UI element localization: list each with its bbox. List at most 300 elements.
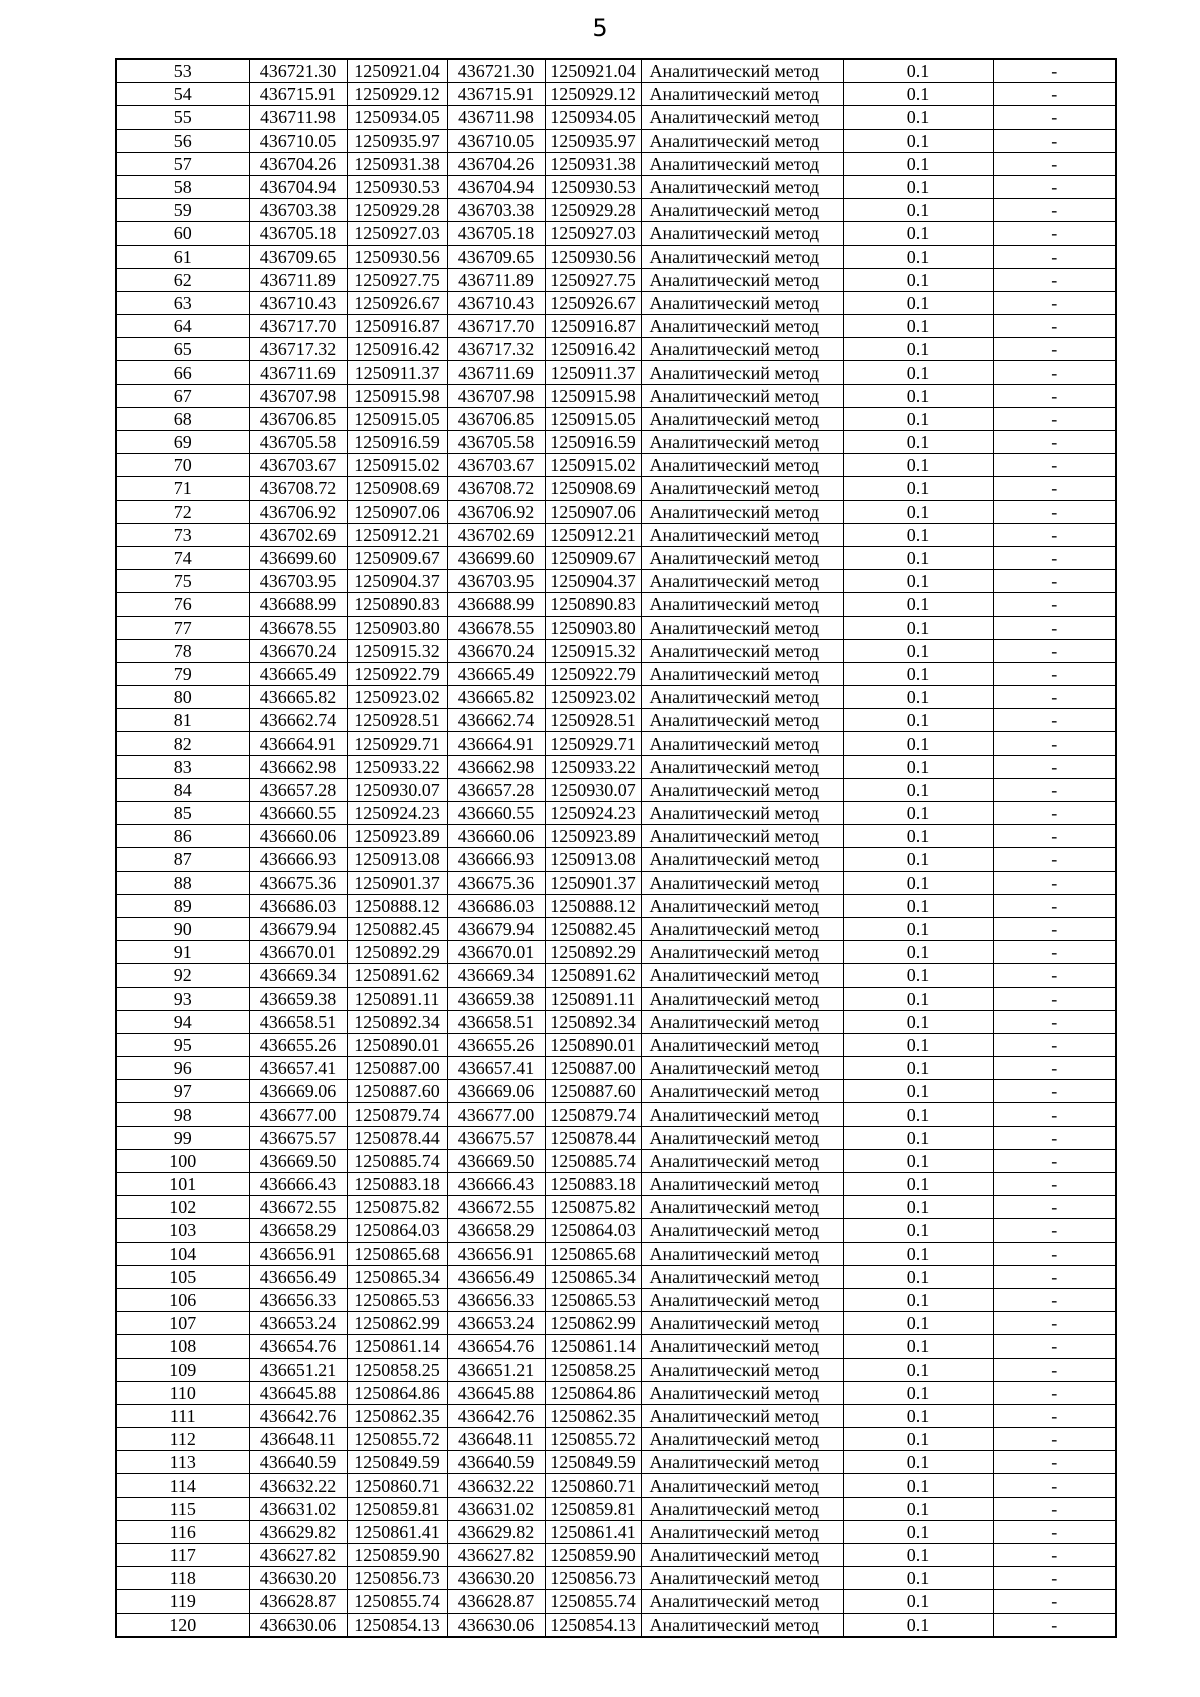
x-new-cell: 436665.82 [447,686,545,709]
x-existing-cell: 436679.94 [249,917,347,940]
x-existing-cell: 436669.50 [249,1149,347,1172]
note-cell: - [993,1613,1116,1637]
accuracy-cell: 0.1 [843,570,993,593]
y-existing-cell: 1250861.14 [347,1335,447,1358]
x-new-cell: 436632.22 [447,1474,545,1497]
method-cell: Аналитический метод [641,1544,843,1567]
table-row [116,848,1116,871]
x-existing-cell: 436704.94 [249,175,347,198]
method-cell: Аналитический метод [641,546,843,569]
accuracy-cell: 0.1 [843,1219,993,1242]
table-row [116,802,1116,825]
y-existing-cell: 1250892.34 [347,1010,447,1033]
table-row [116,964,1116,987]
note-cell: - [993,570,1116,593]
point-number-cell: 83 [116,755,249,778]
y-existing-cell: 1250890.83 [347,593,447,616]
point-number-cell: 120 [116,1613,249,1637]
point-number-cell: 78 [116,639,249,662]
accuracy-cell: 0.1 [843,59,993,83]
note-cell: - [993,384,1116,407]
point-number-cell: 106 [116,1288,249,1311]
accuracy-cell: 0.1 [843,1057,993,1080]
method-cell: Аналитический метод [641,1474,843,1497]
point-number-cell: 96 [116,1057,249,1080]
note-cell: - [993,1057,1116,1080]
y-new-cell: 1250930.07 [545,778,641,801]
note-cell: - [993,500,1116,523]
method-cell: Аналитический метод [641,1428,843,1451]
y-existing-cell: 1250916.59 [347,431,447,454]
method-cell: Аналитический метод [641,1010,843,1033]
note-cell: - [993,152,1116,175]
y-new-cell: 1250928.51 [545,709,641,732]
table-row [116,407,1116,430]
x-existing-cell: 436659.38 [249,987,347,1010]
x-new-cell: 436672.55 [447,1196,545,1219]
table-row [116,1126,1116,1149]
accuracy-cell: 0.1 [843,1265,993,1288]
table-row [116,1288,1116,1311]
y-new-cell: 1250926.67 [545,291,641,314]
y-existing-cell: 1250865.68 [347,1242,447,1265]
note-cell: - [993,755,1116,778]
point-number-cell: 55 [116,106,249,129]
y-existing-cell: 1250887.60 [347,1080,447,1103]
note-cell: - [993,546,1116,569]
x-new-cell: 436669.50 [447,1149,545,1172]
y-existing-cell: 1250911.37 [347,361,447,384]
y-new-cell: 1250931.38 [545,152,641,175]
note-cell: - [993,1451,1116,1474]
y-existing-cell: 1250885.74 [347,1149,447,1172]
y-existing-cell: 1250915.32 [347,639,447,662]
x-existing-cell: 436709.65 [249,245,347,268]
accuracy-cell: 0.1 [843,83,993,106]
point-number-cell: 61 [116,245,249,268]
x-existing-cell: 436710.05 [249,129,347,152]
accuracy-cell: 0.1 [843,616,993,639]
table-row [116,662,1116,685]
y-new-cell: 1250924.23 [545,802,641,825]
method-cell: Аналитический метод [641,1288,843,1311]
method-cell: Аналитический метод [641,732,843,755]
table-row [116,152,1116,175]
table-row [116,1335,1116,1358]
method-cell: Аналитический метод [641,1335,843,1358]
accuracy-cell: 0.1 [843,546,993,569]
method-cell: Аналитический метод [641,500,843,523]
x-new-cell: 436709.65 [447,245,545,268]
table-row [116,59,1116,83]
x-new-cell: 436655.26 [447,1033,545,1056]
note-cell: - [993,222,1116,245]
accuracy-cell: 0.1 [843,825,993,848]
point-number-cell: 104 [116,1242,249,1265]
x-existing-cell: 436717.70 [249,315,347,338]
x-existing-cell: 436658.51 [249,1010,347,1033]
note-cell: - [993,1312,1116,1335]
note-cell: - [993,59,1116,83]
x-existing-cell: 436706.92 [249,500,347,523]
note-cell: - [993,1520,1116,1543]
method-cell: Аналитический метод [641,894,843,917]
accuracy-cell: 0.1 [843,129,993,152]
note-cell: - [993,291,1116,314]
note-cell: - [993,1381,1116,1404]
accuracy-cell: 0.1 [843,686,993,709]
y-existing-cell: 1250931.38 [347,152,447,175]
point-number-cell: 75 [116,570,249,593]
point-number-cell: 84 [116,778,249,801]
point-number-cell: 72 [116,500,249,523]
y-existing-cell: 1250865.34 [347,1265,447,1288]
y-existing-cell: 1250933.22 [347,755,447,778]
x-existing-cell: 436711.89 [249,268,347,291]
table-row [116,291,1116,314]
method-cell: Аналитический метод [641,941,843,964]
table-row [116,384,1116,407]
note-cell: - [993,825,1116,848]
note-cell: - [993,1474,1116,1497]
y-new-cell: 1250908.69 [545,477,641,500]
x-new-cell: 436645.88 [447,1381,545,1404]
point-number-cell: 89 [116,894,249,917]
note-cell: - [993,1033,1116,1056]
note-cell: - [993,732,1116,755]
y-existing-cell: 1250903.80 [347,616,447,639]
point-number-cell: 95 [116,1033,249,1056]
x-new-cell: 436658.29 [447,1219,545,1242]
x-existing-cell: 436707.98 [249,384,347,407]
point-number-cell: 73 [116,523,249,546]
x-new-cell: 436717.70 [447,315,545,338]
x-new-cell: 436627.82 [447,1544,545,1567]
table-row [116,245,1116,268]
table-row [116,732,1116,755]
point-number-cell: 117 [116,1544,249,1567]
point-number-cell: 91 [116,941,249,964]
accuracy-cell: 0.1 [843,431,993,454]
x-new-cell: 436659.38 [447,987,545,1010]
x-new-cell: 436703.67 [447,454,545,477]
method-cell: Аналитический метод [641,1219,843,1242]
y-new-cell: 1250879.74 [545,1103,641,1126]
accuracy-cell: 0.1 [843,454,993,477]
method-cell: Аналитический метод [641,616,843,639]
table-row [116,1613,1116,1637]
y-new-cell: 1250887.00 [545,1057,641,1080]
y-existing-cell: 1250861.41 [347,1520,447,1543]
point-number-cell: 79 [116,662,249,685]
x-existing-cell: 436640.59 [249,1451,347,1474]
x-new-cell: 436648.11 [447,1428,545,1451]
note-cell: - [993,523,1116,546]
point-number-cell: 65 [116,338,249,361]
method-cell: Аналитический метод [641,1404,843,1427]
x-existing-cell: 436675.57 [249,1126,347,1149]
accuracy-cell: 0.1 [843,802,993,825]
x-existing-cell: 436669.06 [249,1080,347,1103]
y-new-cell: 1250921.04 [545,59,641,83]
table-row [116,1033,1116,1056]
accuracy-cell: 0.1 [843,1288,993,1311]
y-new-cell: 1250860.71 [545,1474,641,1497]
method-cell: Аналитический метод [641,1497,843,1520]
accuracy-cell: 0.1 [843,1126,993,1149]
x-new-cell: 436675.36 [447,871,545,894]
coordinates-table [115,58,1117,1638]
y-new-cell: 1250856.73 [545,1567,641,1590]
point-number-cell: 69 [116,431,249,454]
x-new-cell: 436721.30 [447,59,545,83]
x-new-cell: 436670.24 [447,639,545,662]
method-cell: Аналитический метод [641,1613,843,1637]
point-number-cell: 88 [116,871,249,894]
x-existing-cell: 436703.67 [249,454,347,477]
y-existing-cell: 1250913.08 [347,848,447,871]
x-new-cell: 436704.26 [447,152,545,175]
x-new-cell: 436662.74 [447,709,545,732]
method-cell: Аналитический метод [641,175,843,198]
y-new-cell: 1250885.74 [545,1149,641,1172]
x-existing-cell: 436664.91 [249,732,347,755]
x-new-cell: 436702.69 [447,523,545,546]
x-new-cell: 436653.24 [447,1312,545,1335]
y-new-cell: 1250890.01 [545,1033,641,1056]
y-existing-cell: 1250864.86 [347,1381,447,1404]
accuracy-cell: 0.1 [843,848,993,871]
y-existing-cell: 1250854.13 [347,1613,447,1637]
x-existing-cell: 436703.38 [249,199,347,222]
y-new-cell: 1250915.02 [545,454,641,477]
x-new-cell: 436656.33 [447,1288,545,1311]
note-cell: - [993,106,1116,129]
note-cell: - [993,1173,1116,1196]
x-new-cell: 436710.05 [447,129,545,152]
note-cell: - [993,941,1116,964]
x-existing-cell: 436670.01 [249,941,347,964]
method-cell: Аналитический метод [641,1265,843,1288]
accuracy-cell: 0.1 [843,917,993,940]
point-number-cell: 116 [116,1520,249,1543]
y-existing-cell: 1250915.02 [347,454,447,477]
y-new-cell: 1250916.42 [545,338,641,361]
x-existing-cell: 436651.21 [249,1358,347,1381]
y-existing-cell: 1250916.87 [347,315,447,338]
table-row [116,1010,1116,1033]
table-row [116,199,1116,222]
note-cell: - [993,1196,1116,1219]
method-cell: Аналитический метод [641,1149,843,1172]
y-existing-cell: 1250864.03 [347,1219,447,1242]
accuracy-cell: 0.1 [843,1196,993,1219]
x-existing-cell: 436666.43 [249,1173,347,1196]
y-existing-cell: 1250865.53 [347,1288,447,1311]
note-cell: - [993,848,1116,871]
note-cell: - [993,917,1116,940]
method-cell: Аналитический метод [641,871,843,894]
x-new-cell: 436629.82 [447,1520,545,1543]
x-existing-cell: 436655.26 [249,1033,347,1056]
table-row [116,1242,1116,1265]
y-existing-cell: 1250922.79 [347,662,447,685]
accuracy-cell: 0.1 [843,245,993,268]
note-cell: - [993,871,1116,894]
y-existing-cell: 1250915.05 [347,407,447,430]
table-row [116,106,1116,129]
y-existing-cell: 1250930.56 [347,245,447,268]
method-cell: Аналитический метод [641,199,843,222]
accuracy-cell: 0.1 [843,871,993,894]
method-cell: Аналитический метод [641,917,843,940]
note-cell: - [993,686,1116,709]
y-existing-cell: 1250849.59 [347,1451,447,1474]
x-new-cell: 436717.32 [447,338,545,361]
accuracy-cell: 0.1 [843,106,993,129]
x-new-cell: 436669.06 [447,1080,545,1103]
table-row [116,1404,1116,1427]
point-number-cell: 57 [116,152,249,175]
y-new-cell: 1250892.34 [545,1010,641,1033]
note-cell: - [993,1358,1116,1381]
note-cell: - [993,1010,1116,1033]
table-row [116,546,1116,569]
table-row [116,1149,1116,1172]
y-new-cell: 1250927.75 [545,268,641,291]
note-cell: - [993,477,1116,500]
method-cell: Аналитический метод [641,1126,843,1149]
x-existing-cell: 436706.85 [249,407,347,430]
x-new-cell: 436688.99 [447,593,545,616]
x-existing-cell: 436645.88 [249,1381,347,1404]
note-cell: - [993,1265,1116,1288]
y-existing-cell: 1250927.03 [347,222,447,245]
y-existing-cell: 1250924.23 [347,802,447,825]
note-cell: - [993,1544,1116,1567]
note-cell: - [993,315,1116,338]
table-row [116,1590,1116,1613]
point-number-cell: 97 [116,1080,249,1103]
table-row [116,778,1116,801]
x-new-cell: 436660.55 [447,802,545,825]
y-new-cell: 1250875.82 [545,1196,641,1219]
x-existing-cell: 436632.22 [249,1474,347,1497]
y-new-cell: 1250901.37 [545,871,641,894]
note-cell: - [993,83,1116,106]
y-new-cell: 1250913.08 [545,848,641,871]
accuracy-cell: 0.1 [843,593,993,616]
x-new-cell: 436631.02 [447,1497,545,1520]
point-number-cell: 111 [116,1404,249,1427]
y-new-cell: 1250862.35 [545,1404,641,1427]
x-new-cell: 436630.20 [447,1567,545,1590]
table-row [116,1173,1116,1196]
x-new-cell: 436658.51 [447,1010,545,1033]
y-existing-cell: 1250912.21 [347,523,447,546]
table-body [116,59,1116,1637]
point-number-cell: 86 [116,825,249,848]
note-cell: - [993,1103,1116,1126]
x-new-cell: 436666.93 [447,848,545,871]
table-row [116,755,1116,778]
x-new-cell: 436664.91 [447,732,545,755]
note-cell: - [993,407,1116,430]
x-existing-cell: 436627.82 [249,1544,347,1567]
accuracy-cell: 0.1 [843,1033,993,1056]
y-existing-cell: 1250934.05 [347,106,447,129]
point-number-cell: 113 [116,1451,249,1474]
point-number-cell: 80 [116,686,249,709]
accuracy-cell: 0.1 [843,778,993,801]
y-existing-cell: 1250887.00 [347,1057,447,1080]
x-new-cell: 436711.89 [447,268,545,291]
note-cell: - [993,431,1116,454]
x-existing-cell: 436710.43 [249,291,347,314]
y-new-cell: 1250904.37 [545,570,641,593]
accuracy-cell: 0.1 [843,1590,993,1613]
y-new-cell: 1250865.68 [545,1242,641,1265]
x-existing-cell: 436677.00 [249,1103,347,1126]
note-cell: - [993,709,1116,732]
x-new-cell: 436715.91 [447,83,545,106]
accuracy-cell: 0.1 [843,1497,993,1520]
method-cell: Аналитический метод [641,477,843,500]
method-cell: Аналитический метод [641,291,843,314]
accuracy-cell: 0.1 [843,709,993,732]
table-row [116,1358,1116,1381]
y-existing-cell: 1250862.35 [347,1404,447,1427]
point-number-cell: 93 [116,987,249,1010]
point-number-cell: 105 [116,1265,249,1288]
table-row [116,1265,1116,1288]
accuracy-cell: 0.1 [843,523,993,546]
x-new-cell: 436662.98 [447,755,545,778]
accuracy-cell: 0.1 [843,1103,993,1126]
x-new-cell: 436706.85 [447,407,545,430]
note-cell: - [993,175,1116,198]
method-cell: Аналитический метод [641,570,843,593]
accuracy-cell: 0.1 [843,1381,993,1404]
x-new-cell: 436656.49 [447,1265,545,1288]
accuracy-cell: 0.1 [843,222,993,245]
table-row [116,1544,1116,1567]
y-new-cell: 1250861.14 [545,1335,641,1358]
y-existing-cell: 1250888.12 [347,894,447,917]
table-row [116,1196,1116,1219]
y-existing-cell: 1250859.81 [347,1497,447,1520]
y-new-cell: 1250861.41 [545,1520,641,1543]
table-row [116,941,1116,964]
note-cell: - [993,361,1116,384]
y-existing-cell: 1250855.74 [347,1590,447,1613]
accuracy-cell: 0.1 [843,1520,993,1543]
method-cell: Аналитический метод [641,593,843,616]
x-existing-cell: 436717.32 [249,338,347,361]
x-new-cell: 436651.21 [447,1358,545,1381]
method-cell: Аналитический метод [641,1590,843,1613]
x-existing-cell: 436648.11 [249,1428,347,1451]
accuracy-cell: 0.1 [843,338,993,361]
y-new-cell: 1250930.56 [545,245,641,268]
y-new-cell: 1250915.05 [545,407,641,430]
point-number-cell: 114 [116,1474,249,1497]
point-number-cell: 98 [116,1103,249,1126]
table-row [116,709,1116,732]
point-number-cell: 68 [116,407,249,430]
note-cell: - [993,1288,1116,1311]
y-existing-cell: 1250860.71 [347,1474,447,1497]
